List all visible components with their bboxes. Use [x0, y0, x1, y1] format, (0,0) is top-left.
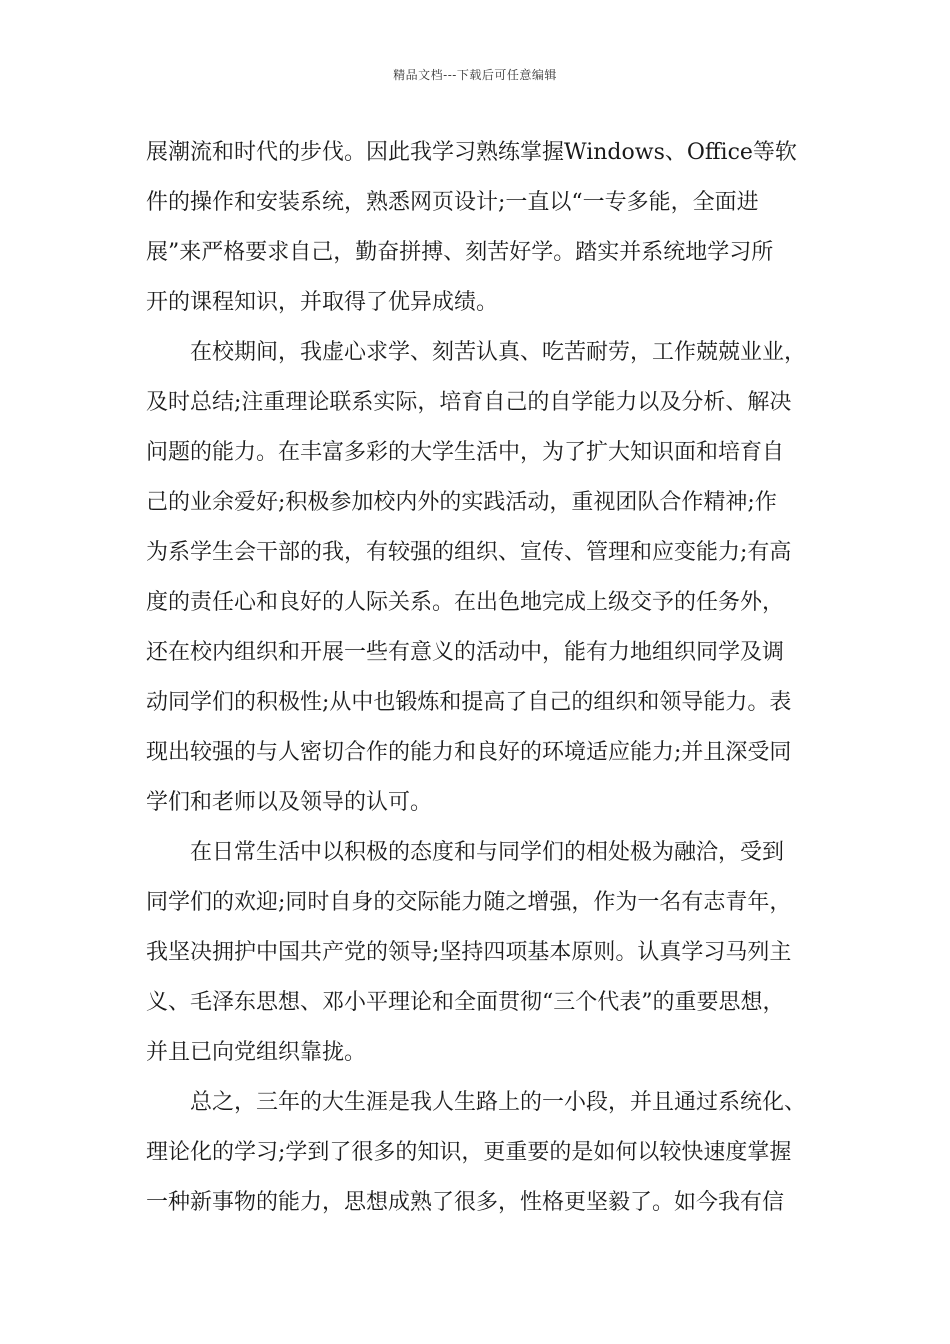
text-line: 问题的能力。在丰富多彩的大学生活中，为了扩大知识面和培育自 [146, 440, 785, 465]
paragraph [146, 828, 810, 1078]
text-line: 己的业余爱好;积极参加校内外的实践活动，重视团队合作精神;作 [146, 490, 777, 515]
text-line: 在校期间，我虚心求学、刻苦认真、吃苦耐劳，工作兢兢业业， [190, 340, 807, 365]
page-header: 精品文档---下载后可任意编辑 [393, 68, 557, 82]
text-line: 现出较强的与人密切合作的能力和良好的环境适应能力;并且深受同 [146, 740, 792, 765]
text-line: 学们和老师以及领导的认可。 [146, 790, 433, 815]
text-line: 动同学们的积极性;从中也锻炼和提高了自己的组织和领导能力。表 [146, 690, 792, 715]
text-line: 度的责任心和良好的人际关系。在出色地完成上级交予的任务外， [146, 590, 785, 615]
text-line: 展潮流和时代的步伐。因此我学习熟练掌握Windows、Office等软 [146, 140, 797, 165]
text-line: 同学们的欢迎;同时自身的交际能力随之增强，作为一名有志青年， [146, 890, 792, 915]
text-line: 一种新事物的能力，思想成熟了很多，性格更坚毅了。如今我有信 [146, 1190, 785, 1215]
text-line: 展”来严格要求自己，勤奋拼搏、刻苦好学。踏实并系统地学习所 [146, 240, 774, 265]
text-line: 及时总结;注重理论联系实际，培育自己的自学能力以及分析、解决 [146, 390, 792, 415]
text-line: 在日常生活中以积极的态度和与同学们的相处极为融洽，受到 [190, 840, 785, 865]
paragraph [146, 128, 810, 328]
text-line: 并且已向党组织靠拢。 [146, 1040, 367, 1065]
paragraph [146, 1078, 810, 1228]
text-line: 为系学生会干部的我，有较强的组织、宣传、管理和应变能力;有高 [146, 540, 792, 565]
text-line: 义、毛泽东思想、邓小平理论和全面贯彻“三个代表”的重要思想， [146, 990, 785, 1015]
paragraph [146, 328, 810, 828]
text-line: 件的操作和安装系统，熟悉网页设计;一直以“一专多能，全面进 [146, 190, 759, 215]
text-line: 理论化的学习;学到了很多的知识，更重要的是如何以较快速度掌握 [146, 1140, 792, 1165]
text-line: 还在校内组织和开展一些有意义的活动中，能有力地组织同学及调 [146, 640, 785, 665]
text-line: 开的课程知识，并取得了优异成绩。 [146, 290, 499, 315]
document-body [146, 128, 810, 1228]
text-line: 我坚决拥护中国共产党的领导;坚持四项基本原则。认真学习马列主 [146, 940, 792, 965]
text-line: 总之，三年的大生涯是我人生路上的一小段，并且通过系统化、 [190, 1090, 807, 1115]
